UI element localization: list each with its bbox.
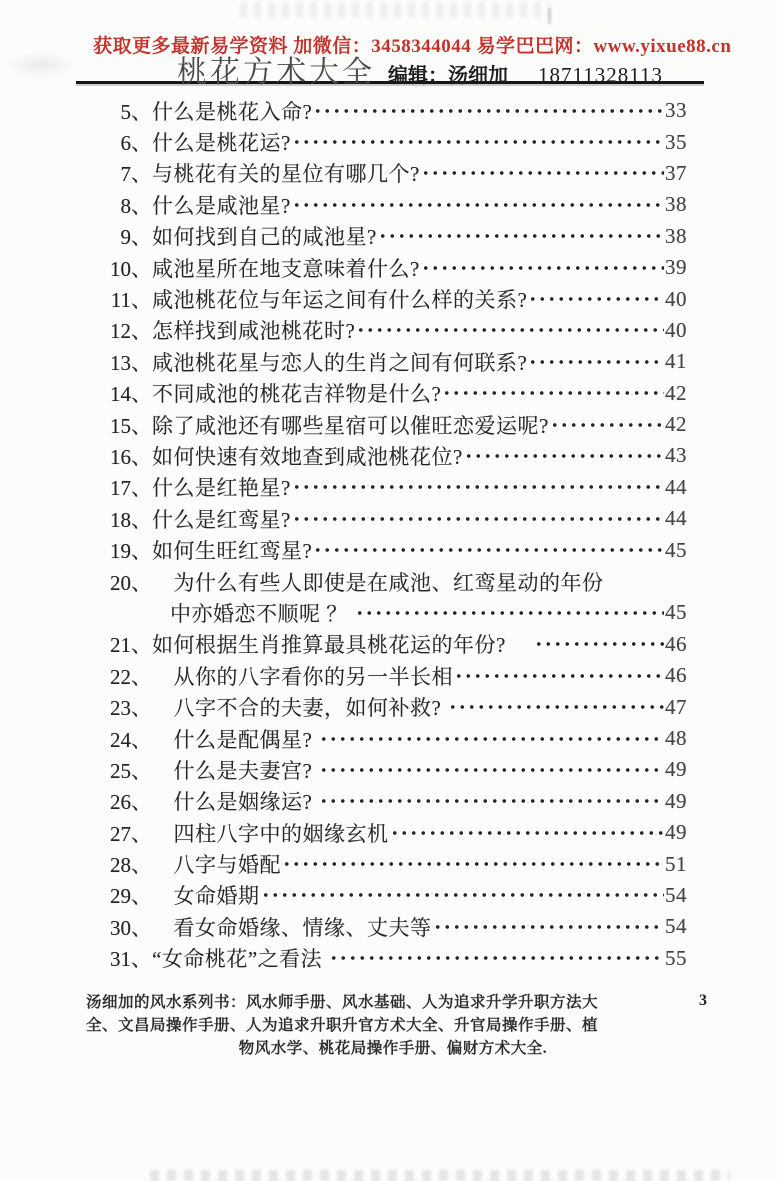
toc-entry-title: 什么是夫妻宫? — [152, 758, 319, 783]
page-number: 3 — [699, 992, 707, 1009]
toc-entry-title: 四柱八字中的姻缘玄机 — [152, 821, 389, 846]
bleed-through-mark — [548, 8, 551, 24]
toc-entry — [0, 691, 777, 722]
dot-leader — [319, 766, 664, 774]
toc-entry — [0, 346, 777, 377]
toc-entry-page: 37 — [665, 160, 687, 185]
toc-entry-page: 51 — [665, 851, 687, 876]
toc-entry-page: 47 — [665, 694, 687, 719]
toc-entry — [0, 880, 777, 911]
toc-entry — [0, 378, 777, 409]
toc-entry-title: 如何快速有效地查到咸池桃花位? — [152, 444, 463, 469]
toc-entry-title: 什么是姻缘运? — [152, 790, 319, 815]
dot-leader — [261, 891, 665, 899]
footer-line-2: 全、文昌局操作手册、人为追求升职升官方术大全、升官局操作手册、植 — [86, 1017, 599, 1034]
toc-entry-page: 54 — [665, 882, 687, 907]
dot-leader — [528, 358, 664, 366]
promo-banner: 获取更多最新易学资料 加微信：3458344044 易学巴巴网：www.yixue88.cn — [93, 36, 732, 57]
toc-entry — [0, 629, 777, 660]
toc-entry — [0, 126, 777, 157]
footer-book-series-note — [86, 991, 700, 1060]
table-of-contents — [0, 95, 777, 974]
toc-entry-page: 48 — [665, 726, 687, 750]
dot-leader — [313, 107, 664, 115]
toc-entry-page: 35 — [665, 129, 687, 154]
toc-entry-title: 与桃花有关的星位有哪几个? — [152, 162, 420, 187]
toc-entry-number: 18、 — [110, 507, 152, 532]
toc-entry — [0, 252, 777, 283]
bleed-through-ghost-top — [240, 2, 550, 18]
toc-entry-title: 除了咸池还有哪些星宿可以催旺恋爱运呢? — [152, 413, 549, 438]
toc-entry-number: 21、 — [110, 633, 152, 658]
toc-entry-number: 22、 — [110, 664, 152, 689]
toc-entry — [0, 943, 777, 974]
bleed-through-ghost-bottom — [150, 1170, 730, 1181]
toc-entry-title: “女命桃花”之看法 — [152, 947, 328, 972]
toc-entry-title: 什么是红艳星? — [152, 476, 291, 501]
toc-entry-title: 什么是桃花运? — [152, 131, 291, 156]
toc-entry-number: 6、 — [120, 131, 152, 156]
toc-entry-page: 45 — [665, 537, 687, 562]
toc-entry — [0, 723, 777, 754]
dot-leader — [292, 138, 664, 146]
toc-entry-title: 中亦婚恋不顺呢 ？ — [170, 601, 354, 626]
toc-entry-page: 40 — [665, 317, 687, 342]
toc-entry — [0, 315, 777, 346]
toc-entry-number: 8、 — [120, 193, 152, 218]
toc-entry — [0, 911, 777, 942]
editor-phone: 18711328113 — [538, 63, 663, 87]
dot-leader — [464, 452, 664, 460]
toc-entry-title: 怎样找到咸池桃花时? — [152, 319, 356, 344]
dot-leader — [319, 797, 664, 805]
toc-entry-page: 55 — [665, 945, 687, 970]
toc-entry-page: 40 — [665, 286, 687, 311]
toc-entry — [0, 158, 777, 189]
toc-entry-page: 39 — [665, 255, 687, 280]
toc-entry-title: 为什么有些人即使是在咸池、红鸾星动的年份 — [152, 570, 604, 595]
dot-leader — [454, 672, 664, 680]
dot-leader — [378, 232, 664, 240]
dot-leader — [390, 829, 665, 837]
toc-entry-page: 42 — [665, 380, 687, 405]
dot-leader — [605, 578, 687, 586]
toc-entry-number: 20、 — [110, 570, 152, 595]
toc-entry-title: 八字与婚配 — [152, 853, 281, 878]
toc-entry-title: 什么是红鸾星? — [152, 507, 291, 532]
dot-leader — [355, 609, 665, 617]
toc-entry-page: 49 — [665, 757, 687, 782]
toc-entry-number: 17、 — [110, 476, 152, 501]
toc-entry-title: 什么是桃花入命? — [152, 99, 313, 124]
toc-entry-number: 30、 — [110, 915, 152, 940]
toc-entry-number: 15、 — [110, 413, 152, 438]
toc-entry — [0, 503, 777, 534]
toc-entry-title: 什么是咸池星? — [152, 193, 291, 218]
toc-entry-page: 49 — [665, 788, 687, 813]
dot-leader — [292, 201, 664, 209]
toc-entry-title: 如何根据生肖推算最具桃花运的年份? — [152, 633, 534, 658]
toc-entry-page: 46 — [665, 663, 687, 688]
toc-entry-title: 八字不合的夫妻，如何补救? — [152, 696, 448, 721]
dot-leader — [534, 640, 664, 648]
toc-entry-title: 看女命婚缘、情缘、丈夫等 — [152, 915, 432, 940]
toc-entry-title: 女命婚期 — [152, 884, 260, 909]
toc-entry-number: 10、 — [110, 256, 152, 281]
toc-entry-number: 16、 — [110, 444, 152, 469]
toc-entry-page: 42 — [665, 412, 687, 437]
dot-leader — [550, 421, 664, 429]
dot-leader — [292, 515, 664, 523]
toc-entry-number: 14、 — [110, 382, 152, 407]
toc-entry-title: 咸池桃花位与年运之间有什么样的关系? — [152, 288, 528, 313]
toc-entry-number: 7、 — [120, 162, 152, 187]
toc-entry-title: 什么是配偶星? — [152, 727, 319, 752]
toc-entry-page: 49 — [665, 820, 687, 845]
scan-smudge — [6, 52, 76, 78]
toc-entry — [0, 754, 777, 785]
toc-entry-title: 如何生旺红鸾星? — [152, 539, 313, 564]
toc-entry-page: 45 — [665, 600, 687, 625]
toc-entry-number: 24、 — [110, 727, 152, 752]
book-title: 桃花方术大全 — [177, 56, 375, 89]
toc-entry — [0, 848, 777, 879]
toc-entry-number: 23、 — [110, 696, 152, 721]
toc-entry — [0, 786, 777, 817]
toc-entry-number: 9、 — [120, 225, 152, 250]
toc-entry-number: 27、 — [110, 821, 152, 846]
toc-entry-title: 不同咸池的桃花吉祥物是什么? — [152, 382, 442, 407]
footer-line-3: 物风水学、桃花局操作手册、偏财方术大全. — [238, 1040, 548, 1057]
toc-entry-title: 从你的八字看你的另一半长相 — [152, 664, 453, 689]
toc-entry-number: 11、 — [110, 288, 152, 313]
dot-leader — [356, 326, 664, 334]
toc-entry-page: 41 — [665, 349, 687, 374]
toc-entry-page: 46 — [665, 631, 687, 656]
toc-entry-title: 咸池桃花星与恋人的生肖之间有何联系? — [152, 350, 528, 375]
editor-credit: 编辑：汤细加 — [388, 65, 508, 87]
dot-leader — [421, 169, 664, 177]
toc-entry-page: 54 — [665, 914, 687, 939]
toc-entry-number: 5、 — [120, 99, 152, 124]
toc-entry-page: 38 — [665, 192, 687, 217]
toc-entry-title: 咸池星所在地支意味着什么? — [152, 256, 420, 281]
toc-entry-number: 19、 — [110, 539, 152, 564]
toc-entry-page: 44 — [665, 506, 687, 531]
toc-entry — [0, 660, 777, 691]
toc-entry — [0, 95, 777, 126]
toc-entry — [0, 409, 777, 440]
toc-entry-page: 38 — [665, 223, 687, 248]
toc-entry — [0, 566, 777, 597]
toc-entry — [0, 472, 777, 503]
dot-leader — [329, 954, 664, 962]
dot-leader — [319, 735, 664, 743]
dot-leader — [442, 389, 664, 397]
dot-leader — [448, 703, 664, 711]
toc-entry-number: 12、 — [110, 319, 152, 344]
toc-entry-number: 13、 — [110, 350, 152, 375]
toc-entry-page: 33 — [665, 98, 687, 123]
toc-entry-page: 43 — [665, 443, 687, 468]
dot-leader — [313, 546, 664, 554]
toc-entry — [0, 189, 777, 220]
toc-entry — [0, 597, 777, 628]
toc-entry-number: 28、 — [110, 853, 152, 878]
dot-leader — [282, 860, 664, 868]
toc-entry-number: 29、 — [110, 884, 152, 909]
toc-entry-number: 25、 — [110, 758, 152, 783]
toc-entry — [0, 817, 777, 848]
toc-entry — [0, 283, 777, 314]
toc-entry — [0, 440, 777, 471]
dot-leader — [433, 923, 665, 931]
dot-leader — [421, 264, 664, 272]
toc-entry-page: 44 — [665, 474, 687, 499]
footer-line-1: 汤细加的风水系列书：风水师手册、风水基础、人为追求升学升职方法大 — [86, 994, 599, 1011]
toc-entry — [0, 221, 777, 252]
dot-leader — [292, 483, 664, 491]
toc-entry — [0, 534, 777, 565]
dot-leader — [528, 295, 664, 303]
toc-entry-title: 如何找到自己的咸池星? — [152, 225, 377, 250]
toc-entry-number: 26、 — [110, 790, 152, 815]
toc-entry-number: 31、 — [110, 947, 152, 972]
